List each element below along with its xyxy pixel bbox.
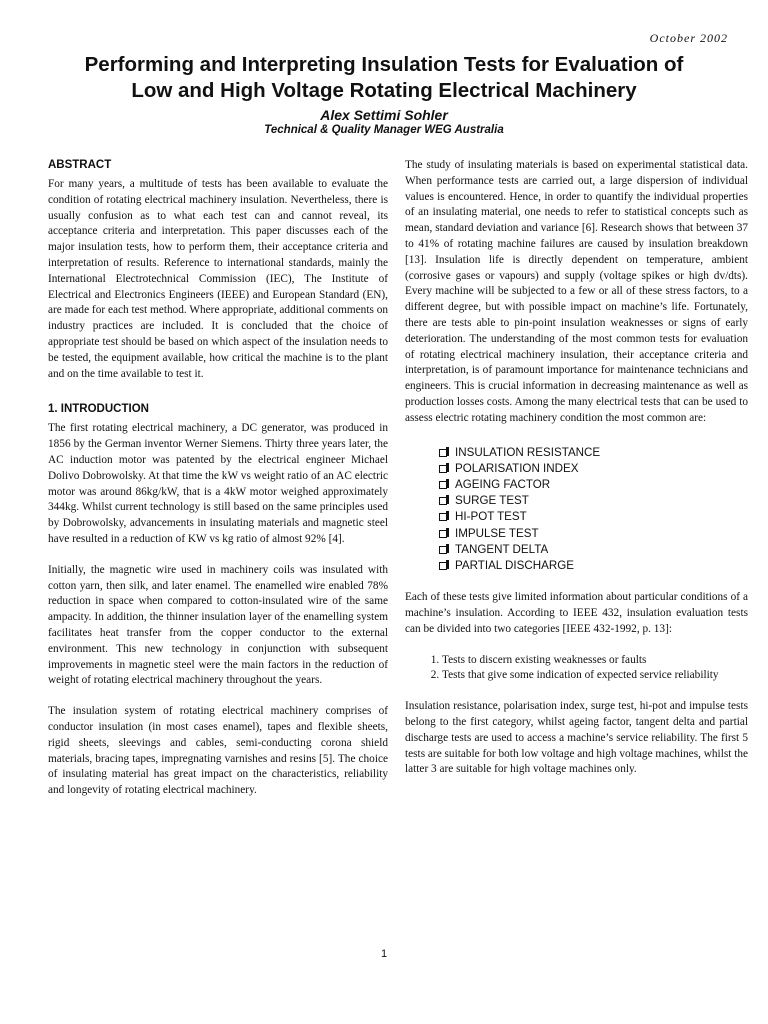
intro-paragraph-2: Initially, the magnetic wire used in machinery coils was insulated with cotton yarn, then silk, and later enamel. The enamelled wire enabled 78% reduction in space when compared to cotton-insulated wire of the same ampacity. In addition, the thinner insulation layer of the enamelling system facilitates heat transfer from the copper conductor to the external environment. This new technology in conjunction with subsequent improvements in magnetic steel were the main factors in the reduction of weight of rotating electrical machinery throughout the years. [48,563,388,687]
list-item: AGEING FACTOR [439,477,748,493]
abstract-heading: ABSTRACT [48,159,112,171]
abstract-text: For many years, a multitude of tests has been available to evaluate the condition of rotating electrical machinery insulation. Nevertheless, there is usually confusion as to what each test can and cannot reveal, its acceptance criteria and interpretation. This paper discusses each of the major insulation tests, how to perform them, their acceptance criteria and interpretation of results. Reference to international standards, mainly the International Electrotechnical Commission (IEC), The Institute of Electrical and Electronics Engineers (IEEE) and European Standard (EN), are made for each test method. Where appropriate, additional comments on industry practices are included. It is concluded that the choice of appropriate test should be based on which aspect of the insulation needs to be tested, the equipment available, how critical the machine is to the plant and on the time available to test it. [48,178,388,380]
right-column [405,158,748,793]
category-list [405,653,748,685]
list-item: POLARISATION INDEX [439,461,748,477]
list-item: HI-POT TEST [439,509,748,525]
list-item: TANGENT DELTA [439,542,748,558]
affiliation: Technical & Quality Manager WEG Australia [264,124,504,136]
date: October 2002 [649,31,728,45]
checkbox-icon [439,497,447,505]
test-list [439,445,748,575]
right-paragraph-1: The study of insulating materials is based on experimental statistical data. When performance tests are carried out, a large dispersion of individual values is encountered. Hence, in order to quantify the individual properties of an insulating material, one needs to refer to statistical concepts such as mean, standard deviation and variance [6]. Research shows that between 37 to 41% of rotating machine failures are caused by insulation breakdown [13]. Insulation life is directly dependent on temperature, ambient (corrosive gases or vapours) and supply (voltage spikes or high dv/dts). Every machine will be subjected to a few or all of these stress factors, to a different degree, but with possible impact on machine’s life. Fortunately, there are tests able to pin-point insulation weaknesses or signs of early deterioration. The understanding of the most common tests for evaluation of rotating electrical machinery insulation, their acceptance criteria and interpretation, is of paramount importance for maintenance technicians and engineers. This is crucial information in decreasing maintenance as well as production losses costs. Among the many electrical tests that can be used to assess electric rotating machinery condition the most common are: [405,159,748,424]
page-number: 1 [380,948,388,960]
left-column [48,158,388,814]
author: Alex Settimi Sohler [320,107,448,123]
title-line-1: Performing and Interpreting Insulation Tests for Evaluation of [84,53,684,76]
checkbox-icon [439,513,447,521]
checkbox-icon [439,546,447,554]
list-item: PARTIAL DISCHARGE [439,558,748,574]
right-paragraph-2: Each of these tests give limited information about particular conditions of a machine’s insulation. According to IEEE 432, insulation evaluation tests can be divided into two categories [IEEE 432-1992, p. 13]: [405,591,748,635]
checkbox-icon [439,530,447,538]
introduction-heading: 1. INTRODUCTION [48,403,149,416]
checkbox-icon [439,481,447,489]
intro-paragraph-3: The insulation system of rotating electrical machinery comprises of conductor insulation (in most cases enamel), tapes and flexible sheets, rigid sheets, sleevings and cables, semi-conducting corona shield materials, bracing tapes, impregnating varnishes and resins [5]. The choice of insulating material has great impact on the characteristics, reliability and longevity of rotating electrical machinery. [48,705,388,797]
list-item: INSULATION RESISTANCE [439,445,748,461]
checkbox-icon [439,562,447,570]
list-item: 2. Tests that give some indication of expected service reliability [442,668,748,684]
list-item: IMPULSE TEST [439,526,748,542]
intro-paragraph-1: The first rotating electrical machinery, a DC generator, was produced in 1856 by the German inventor Werner Siemens. Thirty three years later, the AC induction motor was patented by the electrical engineer Michael Dolivo Dobrowolsky. At that time the kW vs weight ratio of an AC electric motor was around 86kg/kW, that is a 4kW motor weighed approximately 344kg. Whilst current technology is still based on the same principles used by Dobrowolsky, advancements in insulating materials and magnetic steel have resulted in a reduction of KW vs kg ratio of almost 92% [4]. [48,422,388,545]
paper-title [30,52,738,104]
checkbox-icon [439,465,447,473]
right-paragraph-3: Insulation resistance, polarisation index, surge test, hi-pot and impulse tests belong to the first category, whilst ageing factor, tangent delta and partial discharge tests are used to access a machine’s service reliability. The first 5 tests are suitable for both low voltage and high voltage machines, whilst the latter 3 are suitable for high voltage machines only. [405,700,748,776]
list-item: SURGE TEST [439,493,748,509]
list-item: 1. Tests to discern existing weaknesses or faults [442,653,748,669]
checkbox-icon [439,449,447,457]
title-line-2: Low and High Voltage Rotating Electrical Machinery [131,79,637,102]
